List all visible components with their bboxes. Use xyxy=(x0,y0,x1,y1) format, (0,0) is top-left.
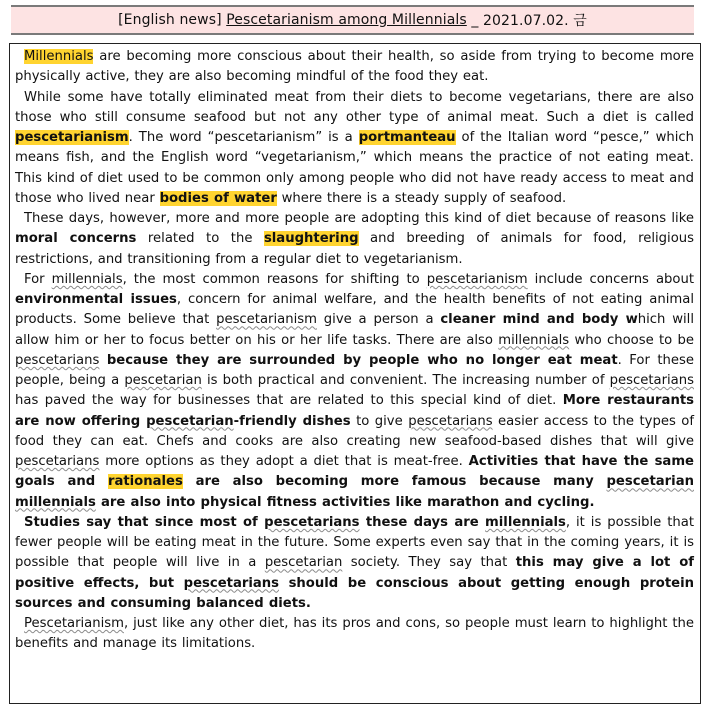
spellcheck-word: pescetarian xyxy=(124,373,202,388)
text-run: While some have totally eliminated meat from their diets to become vegetarians, there are also those who still consume seafood but not any other type of animal meat. Such a diet is called xyxy=(15,89,694,125)
spellcheck-word: pescetarian xyxy=(606,474,694,490)
text-run: . For these people, being a xyxy=(15,352,694,388)
bold-text: cleaner mind and body w xyxy=(440,312,638,328)
bold-text: moral concerns xyxy=(15,231,137,247)
bold-text: Activities that have the same goals and xyxy=(15,454,694,490)
text-run: include concerns about xyxy=(527,271,694,287)
spellcheck-word: pescetarians xyxy=(408,413,493,429)
paragraph-4 xyxy=(15,270,694,513)
text-run: has paved the way for businesses that are related to this special kind of diet. xyxy=(15,393,563,409)
paragraph-1 xyxy=(15,47,694,88)
header-date: 2021.07.02. 금 xyxy=(483,13,587,29)
spellcheck-word: pescetarianism xyxy=(426,271,528,287)
text-run: These days, however, more and more people are adopting this kind of diet because of reasons like xyxy=(24,211,694,226)
highlight: slaughtering xyxy=(263,231,359,247)
bold-text: Studies say that since most of xyxy=(24,514,265,530)
spellcheck-word: pescetarians xyxy=(15,454,100,469)
article-header xyxy=(11,5,694,35)
paragraph-3 xyxy=(15,209,694,270)
text-run: is both practical and convenient. The increasing number of xyxy=(201,373,610,388)
header-prefix: [English news] xyxy=(118,12,222,28)
highlight: Millennials xyxy=(24,49,94,64)
spellcheck-word: pescetarian xyxy=(264,555,343,571)
header-separator: _ xyxy=(471,12,479,28)
text-run: who choose to be xyxy=(569,332,694,348)
text-run: related to the xyxy=(136,231,264,247)
bold-text: this may give a lot of positive effects, but xyxy=(15,555,694,591)
spellcheck-word: pescetarians xyxy=(264,514,360,530)
highlight: pescetarianism xyxy=(15,130,129,145)
spellcheck-word: pescetarians xyxy=(609,373,694,388)
article-body xyxy=(9,43,701,704)
text-run: of the Italian word “pesce,” which means fish, and the English word “vegetarianism,” which means the practice of not eating meat. This kind of diet used to be common only among people who did not have ready access to meat and those who lived near xyxy=(15,130,694,206)
text-run: where there is a steady supply of seafood. xyxy=(276,190,567,206)
spellcheck-word: pescetarians xyxy=(183,575,279,591)
text-run: to give xyxy=(350,413,409,429)
spellcheck-word: millennials xyxy=(51,271,123,287)
spellcheck-word: pescetarian xyxy=(146,413,234,429)
header-title: Pescetarianism among Millennials xyxy=(226,12,467,28)
text-run: are becoming more conscious about their health, so aside from trying to become more physically active, they are also becoming mindful of the food they eat. xyxy=(15,49,694,85)
text-run: easier access to the types of food they can eat. Chefs and cooks are also creating new seafood-based dishes that will give xyxy=(15,413,694,449)
paragraph-5 xyxy=(15,513,694,614)
text-run: more options as they adopt a diet that is meat-free. xyxy=(99,454,469,469)
paragraph-2 xyxy=(15,88,694,210)
text-run xyxy=(99,353,106,368)
highlight: rationales xyxy=(107,474,183,490)
bold-text: More restaurants are now offering xyxy=(15,393,694,429)
text-run: and breeding of animals for food, religious restrictions, and transitioning from a regular diet to vegetarianism. xyxy=(15,231,694,267)
spellcheck-word: pescetarians xyxy=(15,352,100,368)
text-run: For xyxy=(24,271,52,287)
text-run: give a person a xyxy=(316,312,441,328)
text-run: , it is possible that fewer people will be eating meat in the future. Some experts even say that in the coming years, it is possible that people will live in a xyxy=(15,514,694,571)
spellcheck-word: millennials xyxy=(15,494,96,510)
bold-text: environmental issues xyxy=(15,292,177,307)
text-run: , the most common reasons for shifting to xyxy=(122,271,427,287)
bold-text: these days are xyxy=(359,514,486,530)
paragraph-6 xyxy=(15,614,694,655)
spellcheck-word: Pescetarianism xyxy=(24,616,124,631)
text-run: , concern for animal welfare, and the health benefits of not eating animal products. Some believe that xyxy=(15,292,694,328)
text-run: society. They say that xyxy=(342,555,516,571)
text-run: , just like any other diet, has its pros and cons, so people must learn to highlight the benefits and manage its limitations. xyxy=(15,616,694,652)
spellcheck-word: millennials xyxy=(485,514,566,530)
bold-text: because they are surrounded by people who no longer eat meat xyxy=(106,352,618,368)
bold-text: are also into physical fitness activities like marathon and cycling. xyxy=(95,494,595,510)
spellcheck-word: pescetarianism xyxy=(216,312,317,328)
text-run: . The word “pescetarianism” is a xyxy=(128,130,359,145)
highlight: portmanteau xyxy=(358,130,456,145)
text-run: hich will allow him or her to focus better on his or her life tasks. There are also xyxy=(15,312,695,348)
highlight: bodies of water xyxy=(159,190,277,206)
bold-text: -friendly dishes xyxy=(233,413,351,429)
spellcheck-word: millennials xyxy=(498,332,570,348)
bold-text: are also becoming more famous because many xyxy=(182,474,607,490)
bold-text: should be conscious about getting enough protein sources and consuming balanced diets. xyxy=(15,575,694,611)
